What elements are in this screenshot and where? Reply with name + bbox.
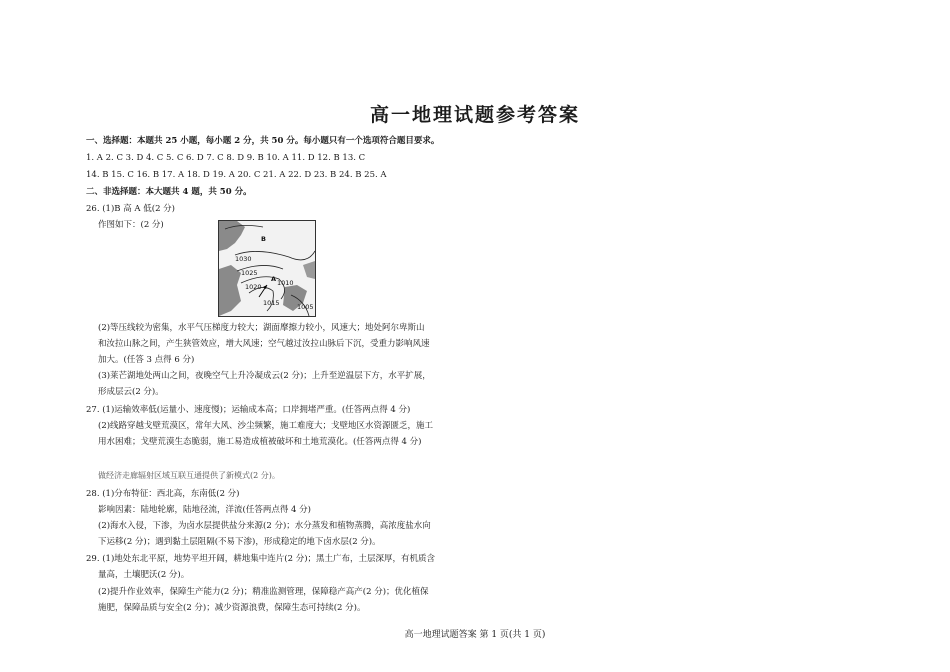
q27-part1: 27. (1)运输效率低(运量小、速度慢)；运输成本高；口岸拥堵严重。(任答两点得 4 分) xyxy=(86,405,411,415)
isobar-label: 1005 xyxy=(297,303,314,311)
q28-part2-line1: (2)海水入侵，下渗，为卤水层提供盐分来源(2 分)；水分蒸发和植物蒸腾，高浓度盐水向 xyxy=(98,521,431,531)
isobar-label: 1025 xyxy=(241,269,258,277)
section-2-heading: 二、非选择题：本大题共 4 题，共 50 分。 xyxy=(86,187,252,197)
mc-answers-row-1: 1. A 2. C 3. D 4. C 5. C 6. D 7. C 8. D 9. B 10. A 11. D 12. B 13. C xyxy=(86,153,366,163)
q29-part1-line2: 量高，土壤肥沃(2 分)。 xyxy=(98,570,190,580)
q26-part1: 26. (1)B 高 A 低(2 分) xyxy=(86,204,175,214)
isobar-label: 1015 xyxy=(263,299,280,307)
q29-part2-line1: (2)提升作业效率，保障生产能力(2 分)；精准监测管理，保障稳产高产(2 分)；优化植保 xyxy=(98,587,429,597)
q27-part2-line1: (2)线路穿越戈壁荒漠区，常年大风、沙尘频繁，施工难度大；戈壁地区水资源匮乏，施工 xyxy=(98,421,434,431)
section-1-heading: 一、选择题：本题共 25 小题，每小题 2 分，共 50 分。每小题只有一个选项符合题目要求。 xyxy=(86,136,440,146)
landmass-west xyxy=(219,265,241,316)
q28-part1-line2: 影响因素：陆地轮廓，陆地径流，洋流(任答两点得 4 分) xyxy=(98,505,311,515)
q29-part1-line1: 29. (1)地处东北平原，地势平坦开阔，耕地集中连片(2 分)；黑土广布，土层深厚，有机质含 xyxy=(86,554,436,564)
q26-part2-line1: (2)等压线较为密集，水平气压梯度力较大；湖面摩擦力较小，风速大；地处阿尔卑斯山 xyxy=(98,323,425,333)
q27-truncated-line: 做经济走廊辐射区域互联互通提供了新模式(2 分)。 xyxy=(98,471,280,480)
isobar-label: 1020 xyxy=(245,283,262,291)
q29-part2-line2: 施肥，保障品质与安全(2 分)；减少资源浪费，保障生态可持续(2 分)。 xyxy=(98,603,366,613)
q27-part2-line2: 用水困难；戈壁荒漠生态脆弱，施工易造成植被破坏和土地荒漠化。(任答两点得 4 分) xyxy=(98,437,422,447)
q28-part2-line2: 下运移(2 分)；遇到黏土层阻隔(不易下渗)，形成稳定的地下卤水层(2 分)。 xyxy=(98,537,381,547)
q26-part2-line2: 和汝拉山脉之间，产生狭管效应，增大风速；空气越过汝拉山脉后下沉，受重力影响风速 xyxy=(98,339,430,349)
isobar-label: 1010 xyxy=(277,279,294,287)
isobar-map xyxy=(218,220,316,317)
point-b-label: B xyxy=(261,235,266,243)
q26-part3-line1: (3)莱芒湖地处两山之间，夜晚空气上升冷凝成云(2 分)；上升至逆温层下方，水平扩展， xyxy=(98,371,431,381)
q26-part3-line2: 形成层云(2 分)。 xyxy=(98,387,164,397)
q28-part1-line1: 28. (1)分布特征：西北高，东南低(2 分) xyxy=(86,489,240,499)
q26-part2-line3: 加大。(任答 3 点得 6 分) xyxy=(98,355,195,365)
page-footer: 高一地理试题答案 第 1 页(共 1 页) xyxy=(404,630,546,640)
mc-answers-row-2: 14. B 15. C 16. B 17. A 18. D 19. A 20. C 21. A 22. D 23. B 24. B 25. A xyxy=(86,170,387,180)
isobar-map-drawing xyxy=(219,221,315,316)
q26-drawing-note: 作图如下：(2 分) xyxy=(98,220,164,230)
landmass-east xyxy=(303,261,315,279)
page-title: 高一地理试题参考答案 xyxy=(369,104,580,126)
isobar-label: 1030 xyxy=(235,255,252,263)
point-a-label: A xyxy=(271,275,277,283)
